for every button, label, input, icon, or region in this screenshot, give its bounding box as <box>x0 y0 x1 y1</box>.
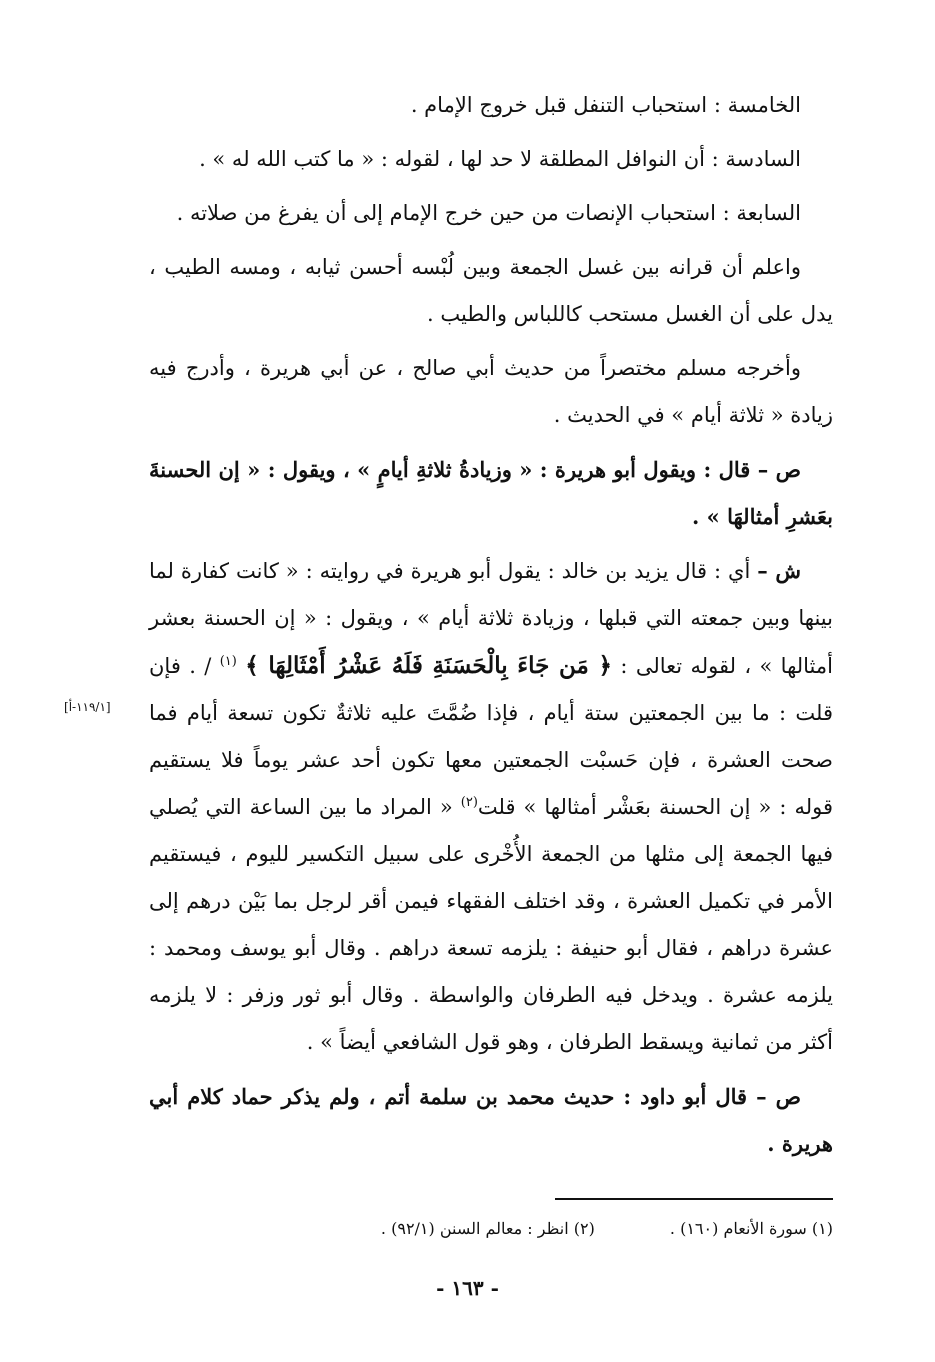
footnotes <box>149 1214 833 1244</box>
page-number: - ١٦٣ - <box>436 1276 499 1300</box>
abu-dawud-text: قال أبو داود : حديث محمد بن سلمة أتم ، ولم يذكر حماد كلام أبي هريرة . <box>149 1084 833 1156</box>
quran-verse: ﴿ مَن جَاءَ بِالْحَسَنَةِ فَلَهُ عَشْرُ أَمْثَالِهَا ﴾ <box>245 652 613 679</box>
text-marker: ص – <box>757 457 802 482</box>
body-text <box>149 82 833 1174</box>
paragraph-fifth: الخامسة : استحباب التنفل قبل خروج الإمام . <box>410 93 801 117</box>
footnote-2: (٢) انظر : معالم السنن (٩٢/١) . <box>380 1219 595 1238</box>
paragraph-sixth: السادسة : أن النوافل المطلقة لا حد لها ، لقوله : « ما كتب الله له » . <box>199 147 801 171</box>
hadith-text: قال : ويقول أبو هريرة : « وزيادةُ ثلاثةِ أيامٍ » ، ويقول : « إن الحسنةَ بعَشرِ أمثالهَا » . <box>149 457 833 529</box>
footnote-ref-2[interactable]: (٢) <box>460 795 478 810</box>
paragraph-washing: واعلم أن قرانه بين غسل الجمعة وبين لُبْسه أحسن ثيابه ، ومسه الطيب ، يدل على أن الغسل مستحب كاللباس والطيب . <box>149 255 833 326</box>
paragraph-text-hadith <box>149 446 833 540</box>
manuscript-margin-reference: [١١٩/١-أ] <box>64 700 111 714</box>
commentary-part-b: / . فإن قلت : ما بين الجمعتين ستة أيام ، فإذا ضُمَّتَ عليه ثلاثةٌ تكون تسعة أيام فما صحت العشرة ، فإن حَسبْت الجمعتين معها تكون أحد عشر يوماً فلا يستقيم قوله : « إن الحسنة بعَشْر أمثالها » قلت <box>149 654 833 819</box>
paragraph-seventh: السابعة : استحباب الإنصات من حين خرج الإمام إلى أن يفرغ من صلاته . <box>176 201 801 225</box>
commentary-marker: ش – <box>757 558 801 583</box>
paragraph-commentary <box>149 547 833 1066</box>
footnote-divider <box>555 1198 833 1200</box>
commentary-part-a: أي : قال يزيد بن خالد : يقول أبو هريرة في روايته : « كانت كفارة لما بينها وبين جمعته التي قبلها ، وزيادة ثلاثة أيام » ، ويقول : « إن الحسنة بعشر أمثالها » ، لقوله تعالى : <box>149 559 833 678</box>
footnote-1: (١) سورة الأنعام (١٦٠) . <box>669 1219 833 1238</box>
paragraph-muslim: وأخرجه مسلم مختصراً من حديث أبي صالح ، عن أبي هريرة ، وأدرج فيه زيادة « ثلاثة أيام » في الحديث . <box>149 356 833 427</box>
commentary-part-c: « المراد ما بين الساعة التي يُصلي فيها الجمعة إلى مثلها من الجمعة الأُخْرى على سبيل التكسير لليوم ، فيستقيم الأمر في تكميل العشرة ، وقد اختلف الفقهاء فيمن أقر لرجل بما بَيْن درهم إلى عشرة دراهم ، فقال أبو حنيفة : يلزمه تسعة دراهم . وقال أبو يوسف ومحمد : يلزمه عشرة . ويدخل فيه الطرفان والواسطة . وقال أبو ثور وزفر : لا يلزمه أكثر من ثمانية ويسقط الطرفان ، وهو قول الشافعي أيضاً » . <box>149 795 833 1054</box>
text-marker-2: ص – <box>756 1084 801 1109</box>
footnote-ref-1[interactable]: (١) <box>219 654 237 669</box>
paragraph-abu-dawud <box>149 1073 833 1167</box>
